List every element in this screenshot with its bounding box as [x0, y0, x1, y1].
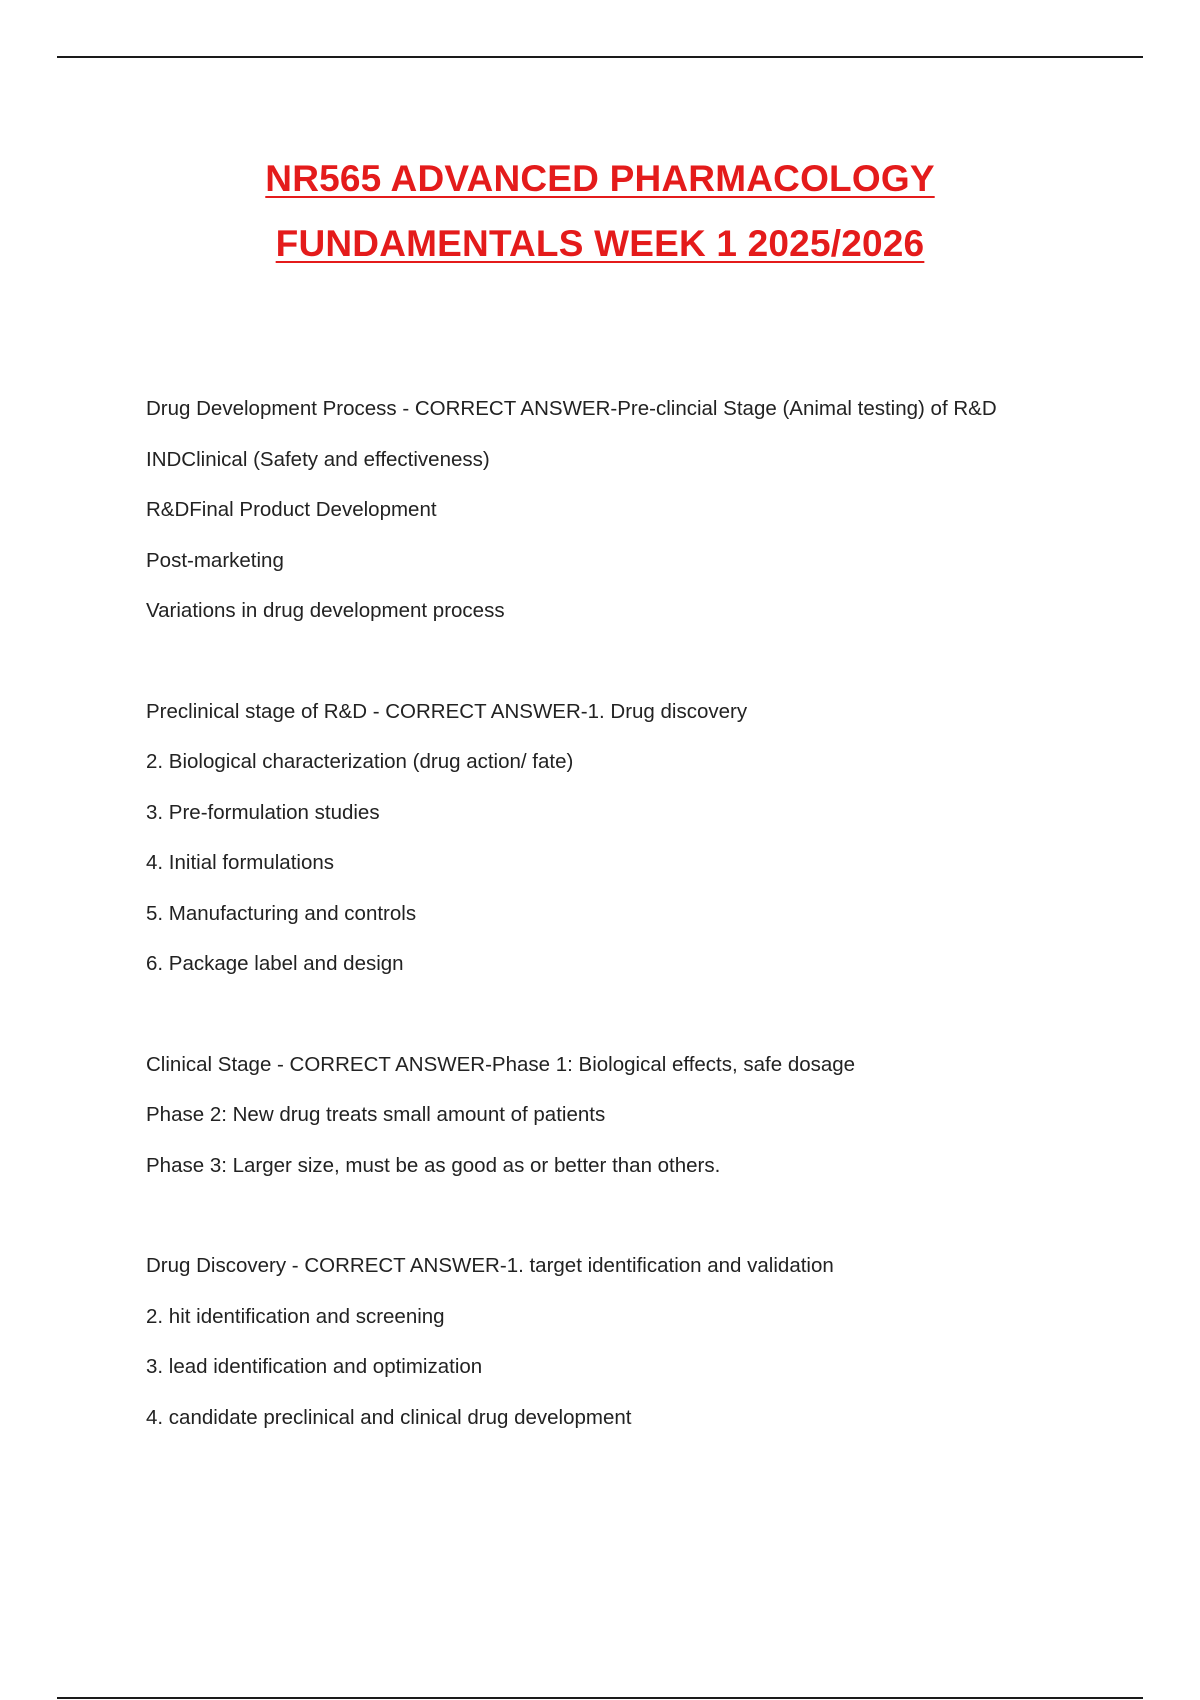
text-line: Phase 3: Larger size, must be as good as or better than others. — [146, 1153, 721, 1177]
text-line: Post-marketing — [146, 548, 284, 572]
text-line: 4. Initial formulations — [146, 851, 335, 874]
text-line: 6. Package label and design — [146, 952, 404, 975]
text-line: Phase 2: New drug treats small amount of patients — [146, 1103, 606, 1126]
text-line: INDClinical (Safety and effectiveness) — [146, 447, 490, 471]
bottom-rule — [57, 1697, 1143, 1699]
qa-block-drug-development-process — [146, 384, 1106, 637]
qa-block-clinical-stage — [146, 1040, 1106, 1192]
top-rule — [57, 56, 1143, 58]
title-line: FUNDAMENTALS WEEK 1 2025/2026 — [275, 223, 925, 264]
text-line: R&DFinal Product Development — [146, 498, 437, 521]
text-line: 5. Manufacturing and controls — [146, 901, 417, 925]
document-title — [0, 146, 1200, 276]
document-body — [146, 384, 1106, 1493]
text-line: 3. Pre-formulation studies — [146, 800, 380, 824]
text-line: 4. candidate preclinical and clinical drug development — [146, 1405, 632, 1429]
qa-block-preclinical-stage — [146, 687, 1106, 990]
text-line: Variations in drug development process — [146, 599, 505, 622]
text-line: 2. hit identification and screening — [146, 1304, 445, 1328]
text-line: Clinical Stage - CORRECT ANSWER-Phase 1: Biological effects, safe dosage — [146, 1052, 856, 1076]
text-line: Drug Development Process - CORRECT ANSWER-Pre-clincial Stage (Animal testing) of R&D — [146, 397, 997, 420]
text-line: Preclinical stage of R&D - CORRECT ANSWER-1. Drug discovery — [146, 699, 748, 723]
title-line: NR565 ADVANCED PHARMACOLOGY — [265, 158, 935, 199]
text-line: 3. lead identification and optimization — [146, 1355, 483, 1378]
text-line: 2. Biological characterization (drug action/ fate) — [146, 750, 574, 773]
qa-block-drug-discovery — [146, 1241, 1106, 1443]
text-line: Drug Discovery - CORRECT ANSWER-1. target identification and validation — [146, 1254, 834, 1277]
